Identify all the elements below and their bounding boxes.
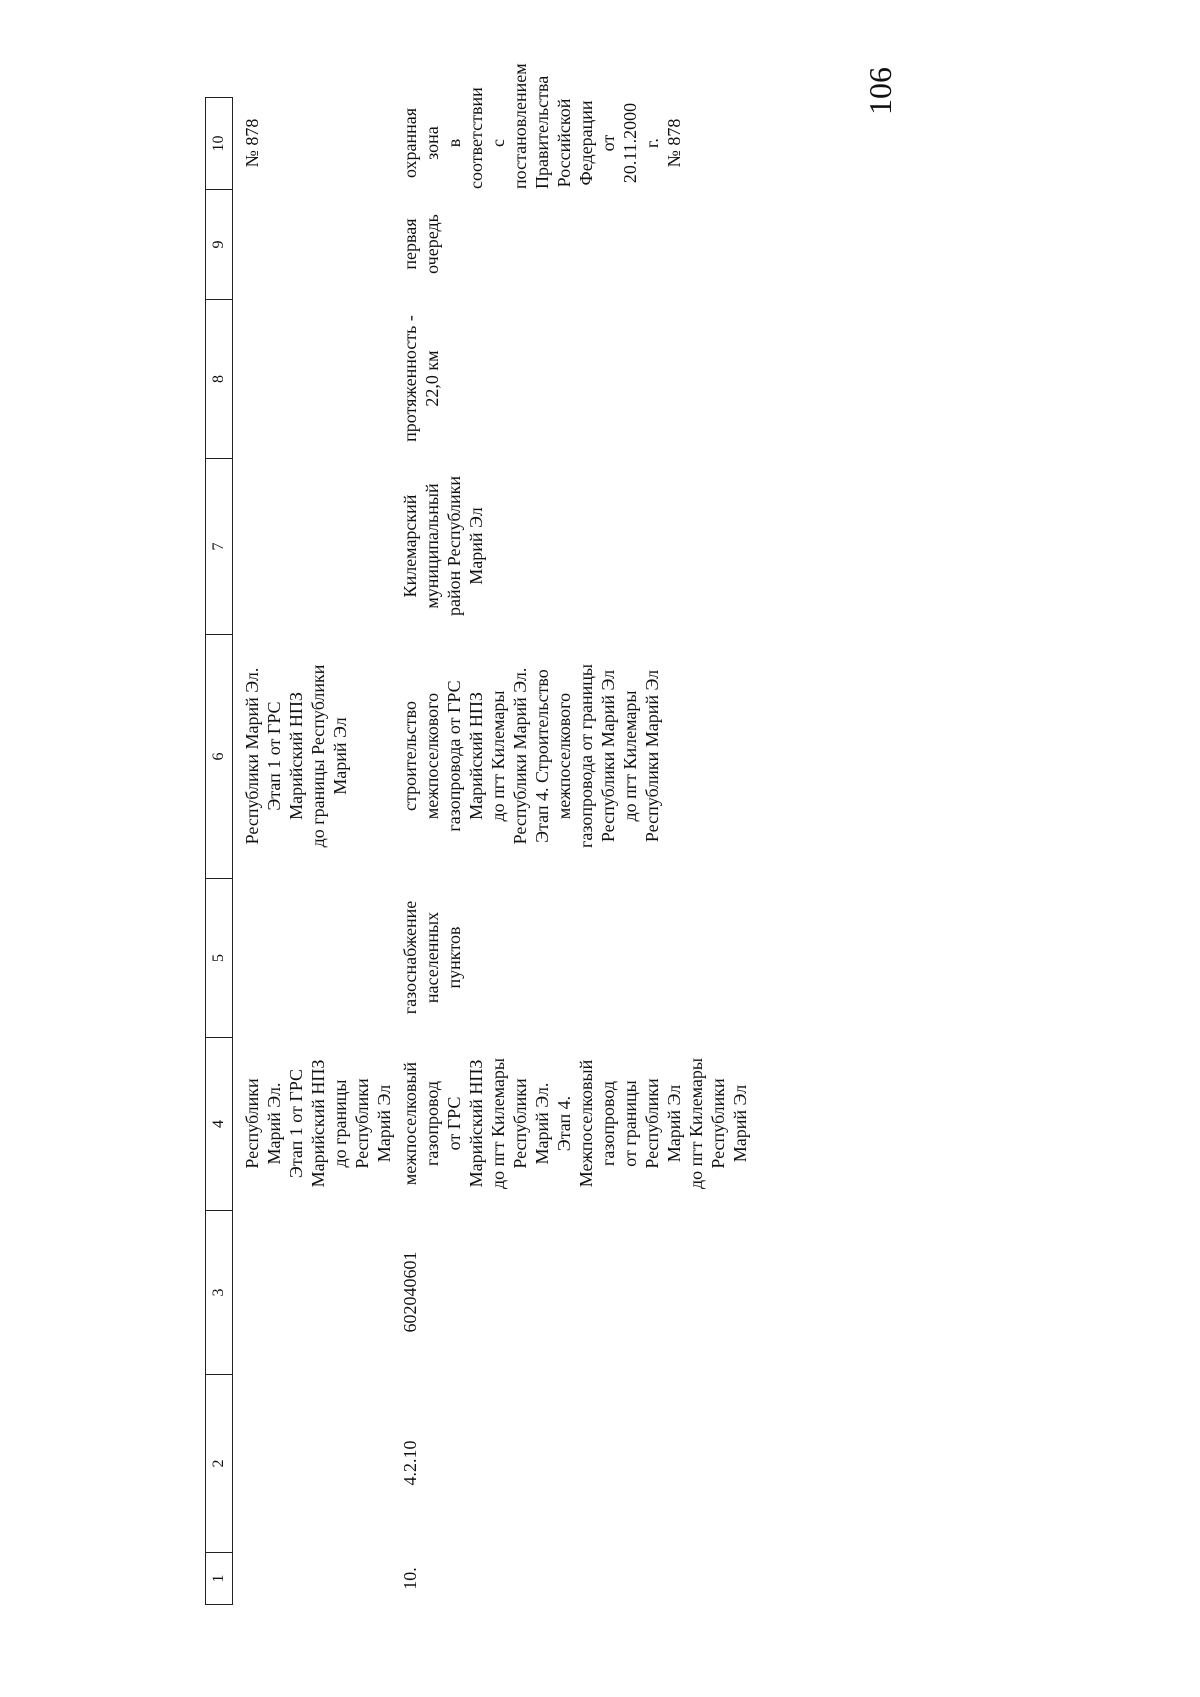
column-header-1: 1 xyxy=(206,1552,232,1605)
column-header-9: 9 xyxy=(206,189,232,299)
row-stage: первая очередь xyxy=(400,214,442,274)
document-table xyxy=(205,63,785,1605)
column-header-7: 7 xyxy=(206,458,232,634)
row-number: 10. xyxy=(400,1567,420,1590)
continued-cell-col4: Республики Марий Эл. Этап 1 от ГРС Марийский НПЗ до границы Республики Марий Эл xyxy=(242,1059,394,1188)
column-header-8: 8 xyxy=(206,299,232,458)
continued-cell-col6: Республики Марий Эл. Этап 1 от ГРС Марийский НПЗ до границы Республики Марий Эл xyxy=(242,664,350,848)
column-header-10: 10 xyxy=(206,97,232,189)
column-header-5: 5 xyxy=(206,878,232,1037)
column-header-4: 4 xyxy=(206,1037,232,1210)
row-purpose: газоснабжение населенных пунктов xyxy=(400,900,464,1015)
page-number: 106 xyxy=(862,67,898,115)
row-code: 4.2.10 xyxy=(400,1440,420,1486)
row-protection-zone: охранная зона в соответствии с постановлением Правительства Российской Федерации от 20.11.2000 г. № 878 xyxy=(400,63,684,189)
column-header-6: 6 xyxy=(206,634,232,878)
continued-cell-col10: № 878 xyxy=(242,118,262,168)
row-object-name: межпоселковый газопровод от ГРС Марийский НПЗ до пгт Килемары Республики Марий Эл. Этап 4. Межпоселковый газопровод от границы Республики Марий Эл до пгт Килемары Республики Марий Эл xyxy=(400,1058,750,1190)
column-header-3: 3 xyxy=(206,1210,232,1374)
column-number-header xyxy=(205,97,233,1605)
row-characteristics: протяженность - 22,0 км xyxy=(400,315,442,442)
row-object-code: 602040601 xyxy=(400,1251,420,1333)
row-location: Килемарский муниципальный район Республики Марий Эл xyxy=(400,475,486,617)
column-header-2: 2 xyxy=(206,1374,232,1552)
row-activity: строительство межпоселкового газопровода от ГРС Марийский НПЗ до пгт Килемары Республики Марий Эл. Этап 4. Строительство межпоселкового газопровода от границы Республики Марий Эл до пгт Килемары Республики Марий Эл xyxy=(400,664,662,849)
